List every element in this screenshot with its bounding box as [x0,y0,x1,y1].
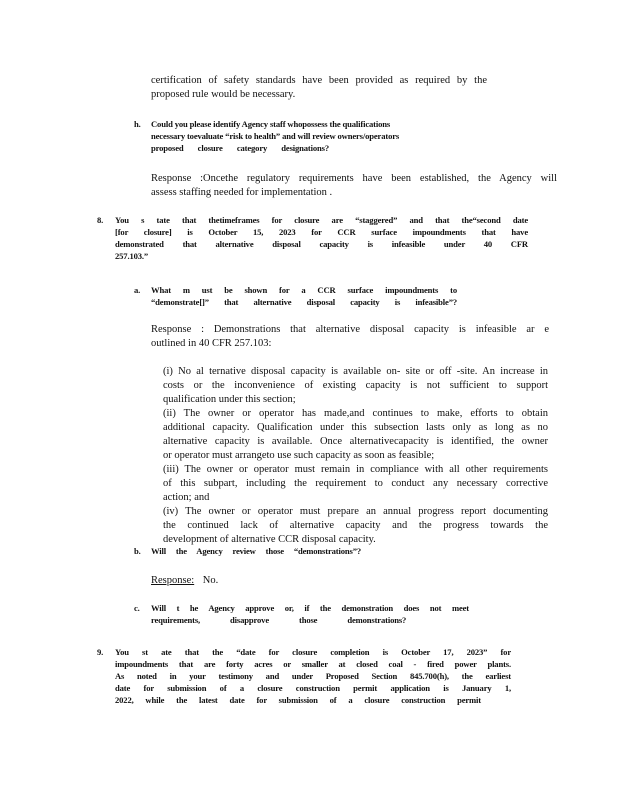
item-label: b. [134,546,141,556]
question-9 [115,646,511,706]
text-line: certification of safety standards have been provided as required by the [151,75,487,86]
list-line: the continued lack of alternative capacity and the progress towards the [163,520,548,531]
text-line: Could you please identify Agency staff whopossess the qualifications [151,119,391,129]
item-label: 9. [97,647,104,657]
item-label: h. [134,119,141,129]
text-line: You st ate that the “date for closure completion is October 17, 2023” for [115,647,511,657]
text-line: assess staffing needed for implementation . [151,187,333,198]
list-line: (ii) The owner or operator has made,and continues to make, efforts to obtain [163,408,548,419]
question-8a [151,284,457,308]
text-line: outlined in 40 CFR 257.103: [151,338,272,349]
text-line: proposed rule would be necessary. [151,89,296,100]
response-h [151,172,557,200]
list-line: or operator must arrangeto use such capacity as soon as feasible; [163,450,435,461]
response-value: No. [202,575,219,586]
response-8b [151,574,218,588]
list-line: of this subpart, including the requirement to conduct any necessary corrective [163,478,548,489]
list-line: (iii) The owner or operator must remain in compliance with all other requirements [163,464,548,475]
list-line: (iv) The owner or operator must prepare an annual progress report documenting [163,506,548,517]
question-8b [151,545,361,557]
response-8a [151,323,549,351]
requirements-list [163,365,548,547]
text-line: Will the Agency review those “demonstrations”? [151,546,361,556]
question-8 [115,214,528,262]
text-line: Will t he Agency approve or, if the demonstration does not meet [151,603,469,613]
continuation-paragraph [151,74,487,102]
list-line: additional capacity. Qualification under this subsection lasts only as long as no [163,422,548,433]
question-h [151,118,400,154]
text-line: impoundments that are forty acres or smaller at closed coal - fired power plants. [115,659,511,669]
text-line: As noted in your testimony and under Proposed Section 845.700(h), the earliest [115,671,511,681]
list-line: development of alternative CCR disposal capacity. [163,534,376,545]
question-8c [151,602,469,626]
text-line: You s tate that thetimeframes for closure are “staggered” and that the“second date [115,215,528,225]
text-line: What m ust be shown for a CCR surface impoundments to [151,285,457,295]
text-line: demonstrated that alternative disposal capacity is infeasible under 40 CFR [115,239,528,249]
list-line: costs or the inconvenience of existing capacity is not sufficient to support [163,380,548,391]
text-line: [for closure] is October 15, 2023 for CCR surface impoundments that have [115,227,528,237]
item-label: 8. [97,215,104,225]
text-line: 257.103.” [115,251,149,261]
list-line: (i) No al ternative disposal capacity is available on- site or off -site. An increase in [163,366,548,377]
text-line: necessary toevaluate “risk to health” and will review owners/operators [151,131,400,141]
item-label: a. [134,285,141,295]
text-line: Response :Oncethe regulatory requirements have been established, the Agency will [151,173,557,184]
response-label: Response: [151,575,195,586]
list-line: alternative capacity is available. Once alternativecapacity is identified, the owner [163,436,548,447]
text-line: Response : Demonstrations that alternative disposal capacity is infeasible ar e [151,324,549,335]
text-line: requirements, disapprove those demonstrations? [151,615,407,625]
list-line: action; and [163,492,210,503]
text-line: “demonstrate[]” that alternative disposal capacity is infeasible”? [151,297,457,307]
text-line: proposed closure category designations? [151,143,329,153]
item-label: c. [134,603,140,613]
text-line: 2022, while the latest date for submission of a closure construction permit [115,695,481,705]
text-line: date for submission of a closure construction permit application is January 1, [115,683,511,693]
list-line: qualification under this section; [163,394,296,405]
